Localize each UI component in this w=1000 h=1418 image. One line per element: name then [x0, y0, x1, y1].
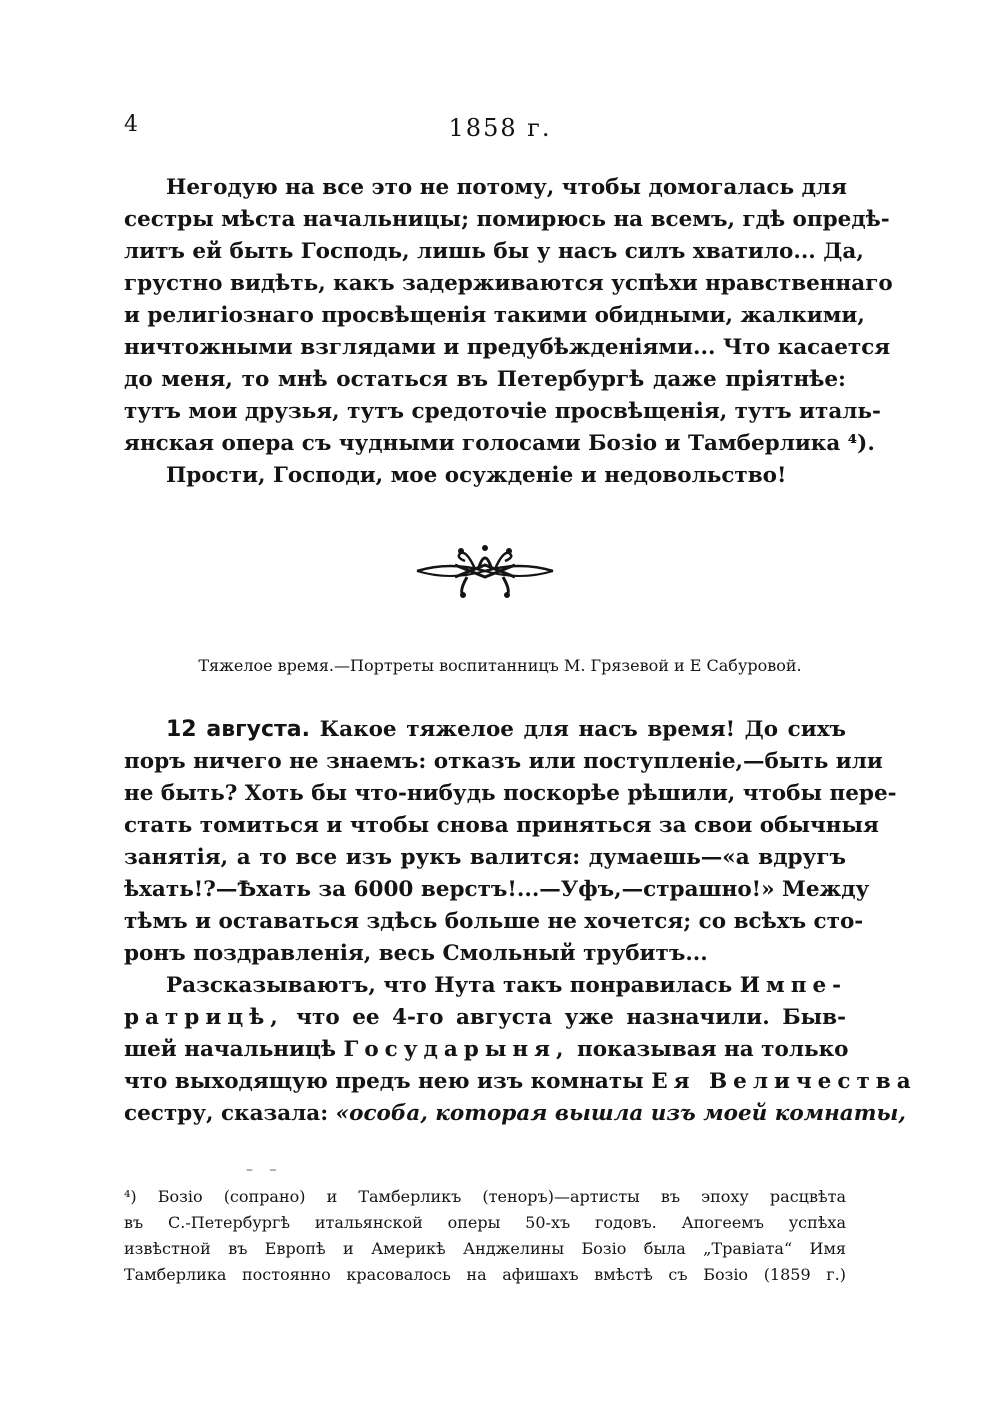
text-line: стать томиться и чтобы снова приняться за свои обычныя	[124, 813, 879, 838]
text-span: шей начальницѣ	[124, 1037, 344, 1062]
text-span: что выходящую предъ нею изъ комнаты	[124, 1069, 652, 1094]
page-number: 4	[124, 112, 138, 137]
spaced-title: Импе-	[739, 973, 848, 998]
text-line: занятія, а то все изъ рукъ валится: думаешь—«а вдругъ	[124, 845, 846, 870]
section-heading: Тяжелое время.—Портреты воспитанницъ М. Грязевой и Е Сабуровой.	[198, 656, 802, 675]
floral-ornament-icon	[415, 543, 555, 599]
text-line: тѣмъ и оставаться здѣсь больше не хочется; со всѣхъ сто-	[124, 909, 864, 934]
text-span: сестру, сказала:	[124, 1101, 336, 1126]
date-label: 12 августа.	[166, 717, 310, 742]
text-span: показывая на только	[569, 1037, 849, 1062]
text-span: что ее 4-го августа уже назначили. Быв-	[283, 1005, 846, 1030]
text-line: ронъ поздравленія, весь Смольный трубитъ...	[124, 941, 708, 966]
text-line: грустно видѣть, какъ задерживаются успѣхи нравственнаго	[124, 271, 893, 296]
spaced-title: Государыня,	[343, 1037, 570, 1062]
text-line: ничтожными взглядами и предубѣжденіями... Что касается	[124, 335, 891, 360]
text-line: тутъ мои друзья, тутъ средоточіе просвѣщенія, тутъ италь-	[124, 399, 881, 424]
text-line: янская опера съ чудными голосами Бозіо и Тамберлика ⁴).	[124, 431, 875, 456]
text-line: поръ ничего не знаемъ: отказъ или поступленіе,—быть или	[124, 749, 883, 774]
spaced-title: Ея Величества	[651, 1069, 917, 1094]
text-span: Какое тяжелое для насъ время! До сихъ	[309, 717, 847, 742]
text-line: Прости, Господи, мое осужденіе и недовольство!	[166, 463, 787, 488]
text-line: Негодую на все это не потому, чтобы домогалась для	[166, 175, 847, 200]
footnote-line: извѣстной въ Европѣ и Америкѣ Анджелины Бозіо была „Травіата“ Имя	[124, 1239, 846, 1258]
text-line	[124, 1034, 849, 1066]
spaced-title: ратрицѣ,	[124, 1005, 284, 1030]
text-line	[124, 714, 846, 746]
text-line: и религіознаго просвѣщенія такими обидными, жалкими,	[124, 303, 865, 328]
text-line: литъ ей быть Господь, лишь бы у насъ силъ хватило... Да,	[124, 239, 864, 264]
footnote-line: въ С.-Петербургѣ итальянской оперы 50-хъ годовъ. Апогеемъ успѣха	[124, 1213, 846, 1232]
footnote-separator: – –	[246, 1162, 283, 1178]
text-span: Разсказываютъ, что Нута такъ понравилась	[166, 973, 740, 998]
text-line	[124, 1066, 917, 1098]
text-line: до меня, то мнѣ остаться въ Петербургѣ даже пріятнѣе:	[124, 367, 846, 392]
footnote-line: ⁴) Бозіо (сопрано) и Тамберликъ (теноръ)—артисты въ эпоху расцвѣта	[124, 1187, 846, 1206]
footnote	[124, 1184, 846, 1288]
text-line	[124, 1002, 846, 1034]
italic-quote: «особа, которая вышла изъ моей комнаты,	[335, 1101, 906, 1126]
footnote-line: Тамберлика постоянно красовалось на афишахъ вмѣстѣ съ Бозіо (1859 г.)	[124, 1265, 846, 1284]
section-1-text	[124, 172, 893, 492]
text-line: не быть? Хоть бы что-нибудь поскорѣе рѣшили, чтобы пере-	[124, 781, 897, 806]
running-head: 1858 г.	[448, 114, 552, 142]
text-line: сестры мѣста начальницы; помирюсь на всемъ, гдѣ опредѣ-	[124, 207, 890, 232]
section-2-text	[124, 714, 917, 1130]
text-line	[124, 970, 846, 1002]
text-line: ѣхать!?—Ѣхать за 6000 верстъ!...—Уфъ,—страшно!» Между	[124, 877, 870, 902]
text-line	[124, 1098, 906, 1130]
